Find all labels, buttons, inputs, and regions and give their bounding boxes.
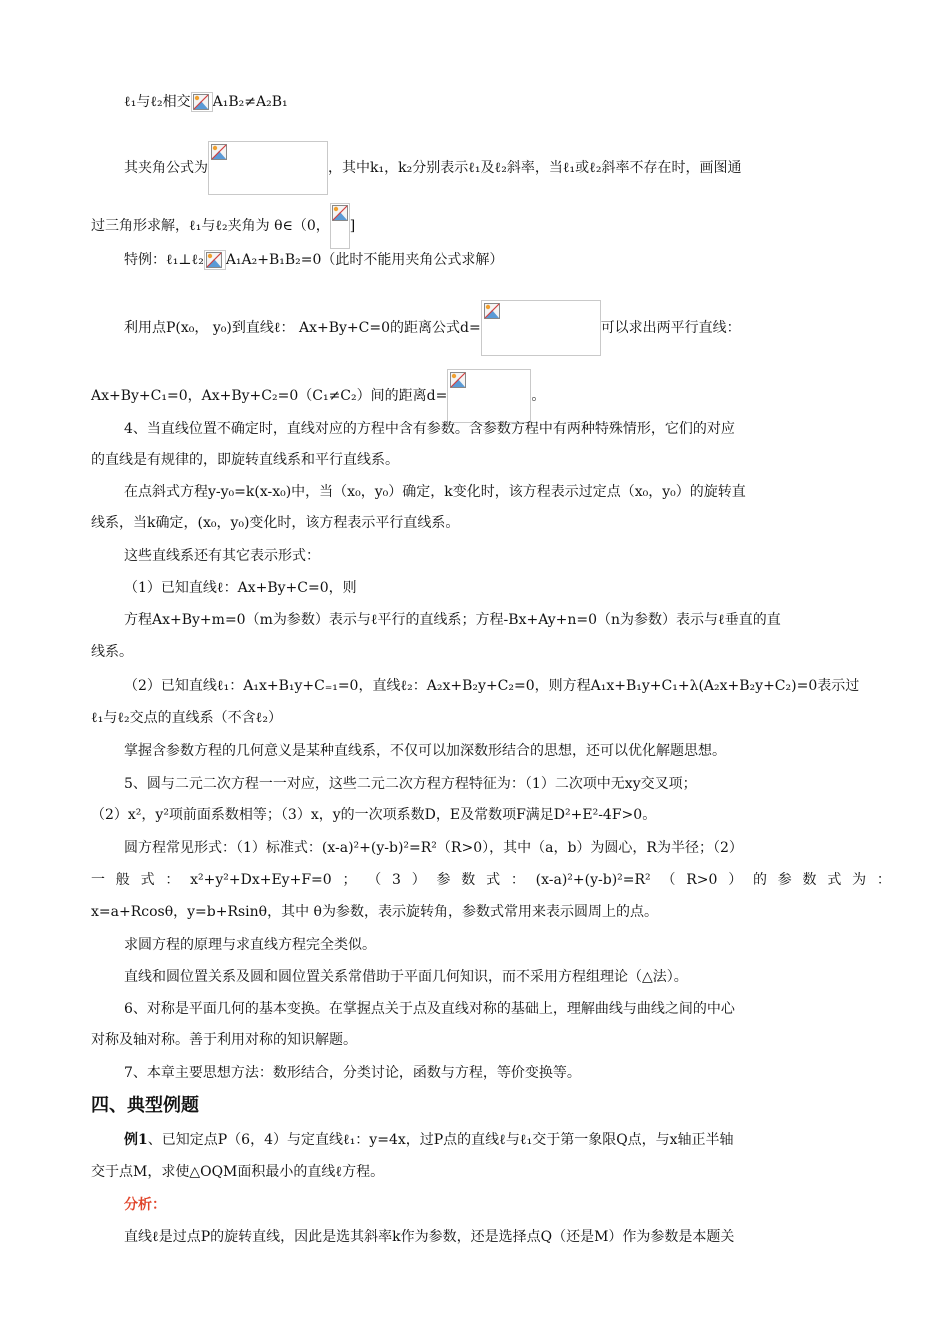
angle-formula-image: [208, 141, 328, 195]
justified-token: （: [661, 872, 676, 888]
paragraph-12-line-3: x=a+Rcosθ，y=b+Rsinθ，其中 θ为参数，表示旋转角，参数式常用来表示圆周上的点。: [91, 904, 658, 920]
justified-token: 参: [436, 872, 451, 888]
angle-range-text: 过三角形求解，ℓ₁与ℓ₂夹角为 θ∈（0，: [91, 218, 330, 234]
justified-token: 3: [392, 872, 401, 888]
perpendicular-line: [124, 250, 503, 270]
paragraph-15-line-2: 对称及轴对称。善于利用对称的知识解题。: [91, 1032, 357, 1048]
angle-range-line: [91, 203, 355, 249]
paragraph-11-line-2: （2）x²，y²项前面系数相等；（3）x，y的一次项系数D，E及常数项F满足D²+E²-4F>0。: [91, 807, 657, 823]
broken-image-icon: [332, 205, 348, 221]
paragraph-16: 7、本章主要思想方法：数形结合，分类讨论，函数与方程，等价变换等。: [124, 1065, 581, 1081]
justified-token: ；: [342, 872, 357, 888]
justified-token: 数: [802, 872, 817, 888]
bracket-close: ]: [349, 218, 356, 234]
analysis-label: 分析：: [124, 1197, 166, 1213]
parallel-distance-text: Ax+By+C₁=0，Ax+By+C₂=0（C₁≠C₂）间的距离d=: [91, 388, 448, 404]
distance-formula-line: [124, 300, 741, 356]
justified-token: 式: [486, 872, 501, 888]
paragraph-6: 这些直线系还有其它表示形式：: [124, 548, 320, 564]
justified-token: ）: [728, 872, 743, 888]
paragraph-8-line-2: 线系。: [91, 644, 133, 660]
intersect-condition: A₁B₂≠A₂B₁: [212, 94, 288, 110]
broken-image-icon: [191, 92, 213, 112]
paragraph-5-line-2: 线系，当k确定，(x₀，y₀)变化时，该方程表示平行直线系。: [91, 515, 460, 531]
parallel-distance-image: [447, 369, 531, 423]
justified-token: 数: [461, 872, 476, 888]
example-1-line-1: [124, 1130, 734, 1150]
paragraph-13: 求圆方程的原理与求直线方程完全类似。: [124, 937, 376, 953]
justified-token: ：: [876, 872, 891, 888]
paragraph-7: （1）已知直线ℓ：Ax+By+C=0，则: [124, 580, 357, 596]
paragraph-12-line-2: [91, 870, 891, 890]
broken-image-icon: [204, 250, 226, 270]
justified-token: R>0: [686, 872, 718, 888]
justified-token: （: [367, 872, 382, 888]
justified-token: ）: [411, 872, 426, 888]
paragraph-12-line-1: 圆方程常见形式：（1）标准式：(x-a)²+(y-b)²=R²（R>0），其中（a，b）为圆心，R为半径；（2）: [124, 840, 743, 856]
example-1-analysis-line: 直线ℓ是过点P的旋转直线，因此是选其斜率k作为参数，还是选择点Q（还是M）作为参数是本题关: [124, 1229, 735, 1245]
distance-formula-tail: 可以求出两平行直线：: [600, 320, 741, 336]
justified-token: 式: [827, 872, 842, 888]
example-1-line-2: 交于点M，求使△OQM面积最小的直线ℓ方程。: [91, 1164, 385, 1180]
paragraph-14: 直线和圆位置关系及圆和圆位置关系常借助于平面几何知识，而不采用方程组理论（△法）。: [124, 969, 688, 985]
paragraph-9-line-1: （2）已知直线ℓ₁：A₁x+B₁y+C₌₁=0，直线ℓ₂：A₂x+B₂y+C₂=0，则方程A₁x+B₁y+C₁+λ(A₂x+B₂y+C₂)=0表示过: [124, 678, 860, 694]
intersect-text: ℓ₁与ℓ₂相交: [124, 94, 191, 110]
broken-image-icon: [484, 303, 500, 319]
justified-token: 般: [115, 872, 130, 888]
justified-token: ：: [510, 872, 525, 888]
paragraph-15-line-1: 6、对称是平面几何的基本变换。在掌握点关于点及直线对称的基础上，理解曲线与曲线之间的中心: [124, 1001, 735, 1017]
justified-token: 一: [91, 872, 105, 888]
perpendicular-condition: A₁A₂+B₁B₂=0（此时不能用夹角公式求解）: [225, 252, 504, 268]
paragraph-4-line-2: 的直线是有规律的，即旋转直线系和平行直线系。: [91, 452, 399, 468]
example-1-text: 、已知定点P（6，4）与定直线ℓ₁：y=4x，过P点的直线ℓ与ℓ₁交于第一象限Q点，与x轴正半轴: [147, 1132, 734, 1148]
broken-image-icon: [211, 144, 227, 160]
justified-token: 的: [752, 872, 767, 888]
angle-formula-line: [124, 141, 741, 195]
justified-token: (x-a)²+(y-b)²=R²: [535, 872, 651, 888]
justified-token: 参: [777, 872, 792, 888]
pi-over-2-image: [330, 203, 350, 249]
angle-formula-text: 其夹角公式为: [124, 160, 208, 176]
justified-token: 为: [852, 872, 867, 888]
paragraph-4-line-1: 4、当直线位置不确定时，直线对应的方程中含有参数。含参数方程中有两种特殊情形，它们的对应: [124, 421, 735, 437]
distance-formula-image: [481, 300, 601, 356]
justified-token: 式: [140, 872, 155, 888]
paragraph-8-line-1: 方程Ax+By+m=0（m为参数）表示与ℓ平行的直线系；方程-Bx+Ay+n=0（n为参数）表示与ℓ垂直的直: [124, 612, 781, 628]
perpendicular-text: 特例：ℓ₁⊥ℓ₂: [124, 252, 204, 268]
broken-image-icon: [450, 372, 466, 388]
paragraph-5-line-1: 在点斜式方程y-y₀=k(x-x₀)中，当（x₀，y₀）确定，k变化时，该方程表示过定点（x₀，y₀）的旋转直: [124, 484, 746, 500]
angle-formula-desc: ，其中k₁，k₂分别表示ℓ₁及ℓ₂斜率，当ℓ₁或ℓ₂斜率不存在时，画图通: [328, 160, 742, 176]
intersect-condition-line: [124, 92, 288, 112]
paragraph-11-line-1: 5、圆与二元二次方程一一对应，这些二元二次方程方程特征为：（1）二次项中无xy交叉项；: [124, 776, 697, 792]
paragraph-9-line-2: ℓ₁与ℓ₂交点的直线系（不含ℓ₂）: [91, 710, 282, 726]
section-heading: 四、典型例题: [91, 1095, 199, 1116]
parallel-distance-line: [91, 369, 545, 423]
example-label: 例1: [124, 1132, 148, 1148]
paragraph-10: 掌握含参数方程的几何意义是某种直线系，不仅可以加深数形结合的思想，还可以优化解题思想。: [124, 743, 726, 759]
period: 。: [531, 388, 546, 404]
justified-token: x²+y²+Dx+Ey+F=0: [190, 872, 332, 888]
justified-token: ：: [165, 872, 180, 888]
distance-formula-text: 利用点P(x₀， y₀)到直线ℓ： Ax+By+C=0的距离公式d=: [124, 320, 481, 336]
